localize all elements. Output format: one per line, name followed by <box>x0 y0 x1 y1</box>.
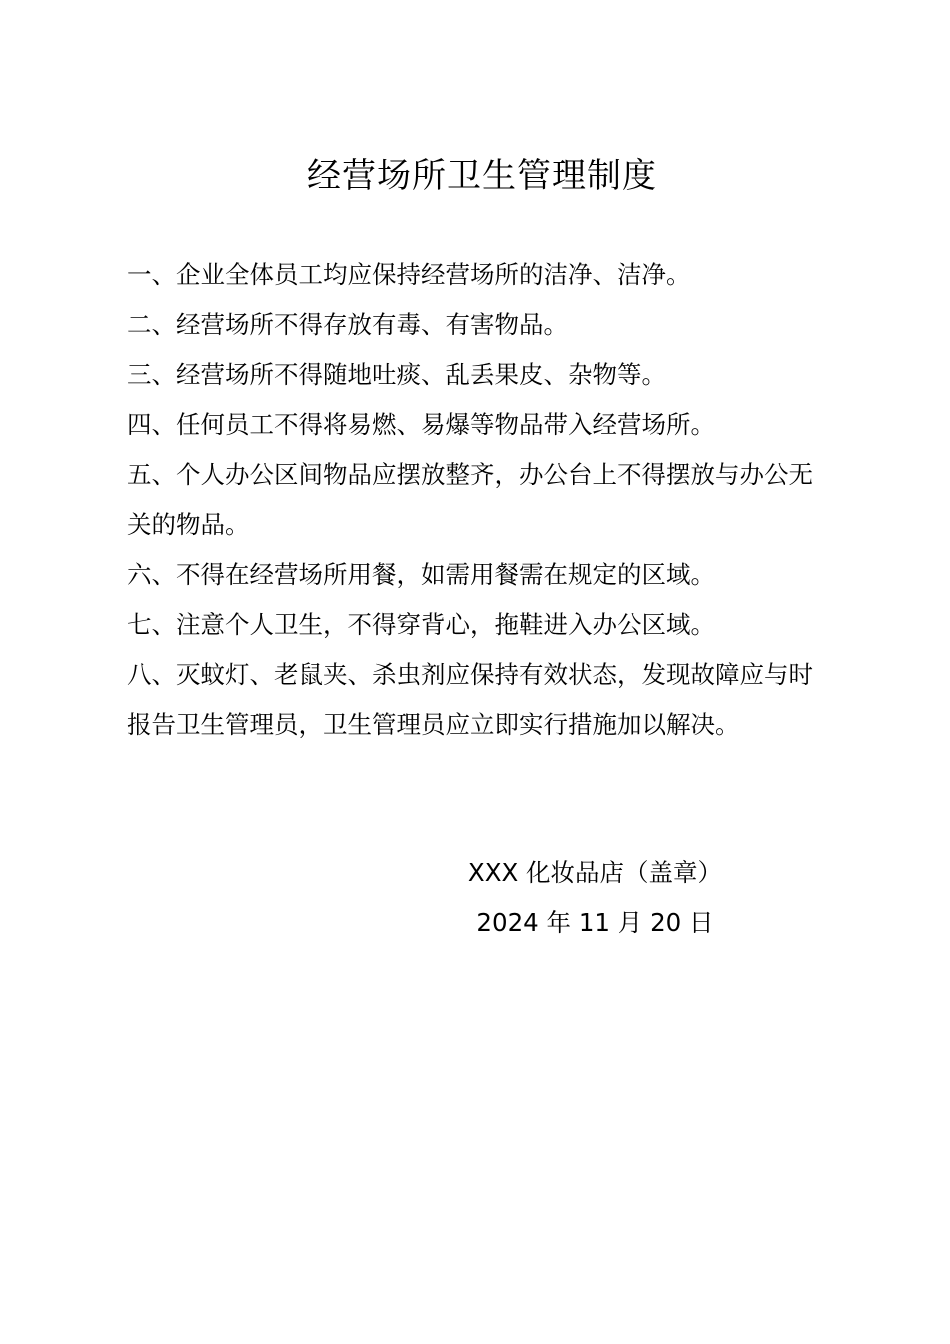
signature-date: 2024 年 11 月 20 日 <box>476 908 714 937</box>
signature-organization: XXX 化妆品店（盖章） <box>467 858 723 887</box>
rules-list <box>127 250 827 750</box>
document-title: 经营场所卫生管理制度 <box>307 156 657 196</box>
rule-item: 二、经营场所不得存放有毒、有害物品。 <box>127 310 568 339</box>
rule-item: 四、任何员工不得将易燃、易爆等物品带入经营场所。 <box>127 410 715 439</box>
rule-item: 八、灭蚊灯、老鼠夹、杀虫剂应保持有效状态，发现故障应与时报告卫生管理员，卫生管理员应立即实行措施加以解决。 <box>127 660 813 739</box>
rule-item: 六、不得在经营场所用餐，如需用餐需在规定的区域。 <box>127 560 715 589</box>
rule-item: 三、经营场所不得随地吐痰、乱丢果皮、杂物等。 <box>127 360 666 389</box>
rule-item: 五、个人办公区间物品应摆放整齐，办公台上不得摆放与办公无关的物品。 <box>127 460 813 539</box>
rule-item: 一、企业全体员工均应保持经营场所的洁净、洁净。 <box>127 260 691 289</box>
signature-block <box>440 848 750 948</box>
rule-item: 七、注意个人卫生，不得穿背心，拖鞋进入办公区域。 <box>127 610 715 639</box>
